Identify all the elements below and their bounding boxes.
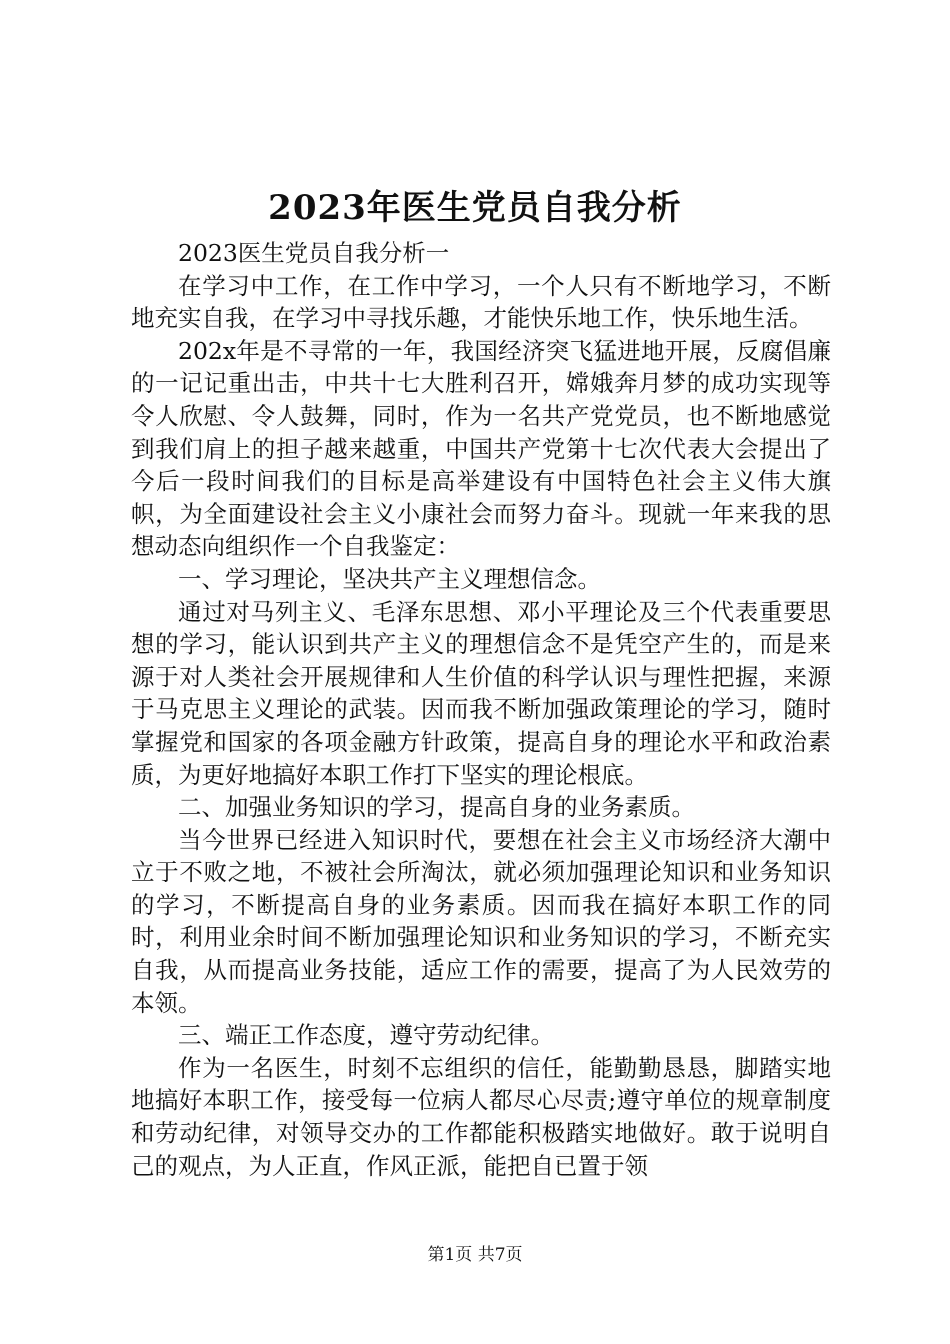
page-footer: 第1页 共7页 bbox=[427, 1245, 523, 1265]
body-paragraph: 当今世界已经进入知识时代，要想在社会主义市场经济大潮中立于不败之地，不被社会所淘汰，就必须加强理论知识和业务知识的学习，不断提高自身的业务素质。因而我在搞好本职工作的同时，利用业余时间不断加强理论知识和业务知识的学习，不断充实自我，从而提高业务技能，适应工作的需要，提高了为人民效劳的本领。 bbox=[131, 825, 831, 1017]
section-heading: 二、加强业务知识的学习，提高自身的业务素质。 bbox=[178, 793, 695, 822]
document-title: 2023年医生党员自我分析 bbox=[268, 188, 682, 228]
section-heading: 三、端正工作态度，遵守劳动纪律。 bbox=[178, 1021, 554, 1050]
body-paragraph: 在学习中工作，在工作中学习，一个人只有不断地学习，不断地充实自我，在学习中寻找乐趣，才能快乐地工作，快乐地生活。 bbox=[131, 271, 831, 333]
body-paragraph: 通过对马列主义、毛泽东思想、邓小平理论及三个代表重要思想的学习，能认识到共产主义的理想信念不是凭空产生的，而是来源于对人类社会开展规律和人生价值的科学认识与理性把握，来源于马克思主义理论的武装。因而我不断加强政策理论的学习，随时掌握党和国家的各项金融方针政策，提高自身的理论水平和政治素质，为更好地搞好本职工作打下坚实的理论根底。 bbox=[131, 597, 831, 789]
subtitle-paragraph: 2023医生党员自我分析一 bbox=[178, 239, 450, 267]
section-heading: 一、学习理论，坚决共产主义理想信念。 bbox=[178, 564, 601, 593]
document-body bbox=[131, 237, 831, 1182]
body-paragraph: 作为一名医生，时刻不忘组织的信任，能勤勤恳恳，脚踏实地地搞好本职工作，接受每一位病人都尽心尽责;遵守单位的规章制度和劳动纪律，对领导交办的工作都能积极踏实地做好。敢于说明自己的观点，为人正直，作风正派，能把自已置于领 bbox=[131, 1053, 831, 1180]
body-paragraph: 202x年是不寻常的一年，我国经济突飞猛进地开展，反腐倡廉的一记记重出击，中共十七大胜利召开，嫦娥奔月梦的成功实现等令人欣慰、令人鼓舞，同时，作为一名共产党党员，也不断地感觉到我们肩上的担子越来越重，中国共产党第十七次代表大会提出了今后一段时间我们的目标是高举建设有中国特色社会主义伟大旗帜，为全面建设社会主义小康社会而努力奋斗。现就一年来我的思想动态向组织作一个自我鉴定： bbox=[131, 336, 831, 561]
